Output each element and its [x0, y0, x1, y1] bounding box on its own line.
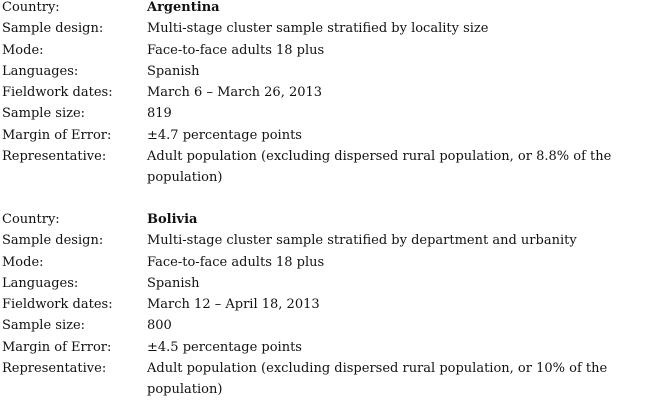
margin-of-error-row	[0, 337, 666, 358]
representative-label: Representative:	[2, 149, 107, 165]
margin-of-error-value: ±4.5 percentage points	[147, 339, 302, 355]
mode-value: Face-to-face adults 18 plus	[147, 42, 325, 58]
margin-of-error-label: Margin of Error:	[2, 127, 112, 143]
representative-value: Adult population (excluding dispersed rural population, or 10% of the population)	[147, 361, 608, 398]
fieldwork-dates-label: Fieldwork dates:	[2, 297, 113, 313]
fieldwork-dates-row	[0, 294, 666, 315]
mode-row	[0, 40, 666, 61]
mode-label: Mode:	[2, 254, 44, 270]
sample-size-label: Sample size:	[2, 106, 86, 122]
representative-label: Representative:	[2, 361, 107, 377]
sample-design-label: Sample design:	[2, 233, 104, 249]
sample-design-row	[0, 230, 666, 251]
fieldwork-dates-row	[0, 82, 666, 103]
fieldwork-dates-value: March 6 – March 26, 2013	[147, 85, 323, 101]
country-name: Argentina	[147, 0, 220, 15]
representative-value: Adult population (excluding dispersed rural population, or 8.8% of the population)	[147, 149, 612, 186]
sample-size-row	[0, 315, 666, 336]
representative-row	[0, 358, 666, 401]
languages-value: Spanish	[147, 275, 200, 291]
languages-row	[0, 61, 666, 82]
mode-label: Mode:	[2, 42, 44, 58]
representative-row	[0, 146, 666, 189]
sample-size-value: 800	[147, 318, 172, 334]
sample-size-label: Sample size:	[2, 318, 86, 334]
languages-row	[0, 273, 666, 294]
fieldwork-dates-value: March 12 – April 18, 2013	[147, 297, 320, 313]
sample-size-row	[0, 103, 666, 124]
sample-design-value: Multi-stage cluster sample stratified by department and urbanity	[147, 233, 577, 249]
languages-value: Spanish	[147, 63, 200, 79]
sample-design-label: Sample design:	[2, 21, 104, 37]
fieldwork-dates-label: Fieldwork dates:	[2, 85, 113, 101]
mode-value: Face-to-face adults 18 plus	[147, 254, 325, 270]
country-row	[0, 0, 666, 18]
country-row	[0, 209, 666, 230]
margin-of-error-label: Margin of Error:	[2, 339, 112, 355]
sample-size-value: 819	[147, 106, 172, 122]
mode-row	[0, 252, 666, 273]
sample-design-value: Multi-stage cluster sample stratified by locality size	[147, 21, 489, 37]
sample-design-row	[0, 18, 666, 39]
country-name: Bolivia	[147, 212, 198, 227]
languages-label: Languages:	[2, 63, 79, 79]
country-block-argentina	[0, 0, 666, 189]
margin-of-error-row	[0, 125, 666, 146]
languages-label: Languages:	[2, 275, 79, 291]
margin-of-error-value: ±4.7 percentage points	[147, 127, 302, 143]
country-label: Country:	[2, 212, 60, 227]
country-block-bolivia	[0, 209, 666, 401]
country-label: Country:	[2, 0, 60, 15]
